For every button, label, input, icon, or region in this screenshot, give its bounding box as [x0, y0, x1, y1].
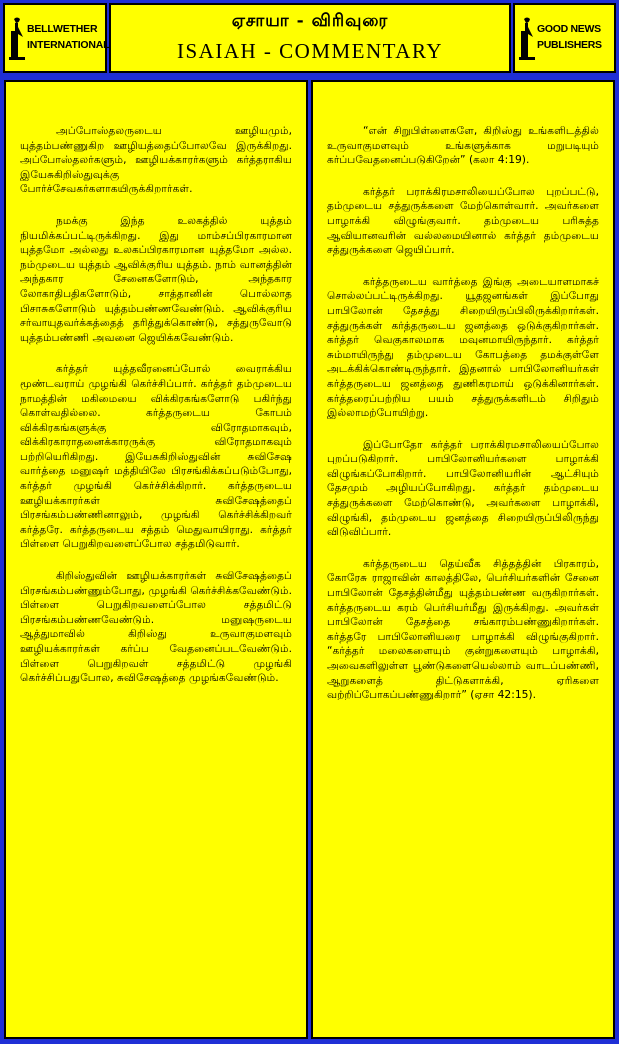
paragraph: இப்போதோ கர்த்தர் பராக்கிரமசாலியைப்போல புறப்படுகிறார். பாபிலோனியர்களை பாழாக்கி விழுங்கப்போகிறார். பாபிலோனியரின் ஆட்சியும் தேசமும் அழியப்போகிறது. கர்த்தர் தம்முடைய சத்துருக்களை மேற்கொண்டு, அவர்களை பாழாக்கி, விழுங்கி, தம்முடைய ஜனத்தை சிறையிருப்பிலிருந்து விடுவிப்பார்.: [327, 437, 599, 539]
good-news-logo: [519, 15, 613, 65]
good-news-logo-box: [513, 3, 616, 73]
logo-line2: PUBLISHERS: [537, 39, 602, 51]
right-column: [311, 80, 615, 1039]
paragraph: கர்த்தருடைய தெய்வீக சித்தத்தின் பிரகாரம், கோரேசு ராஜாவின் காலத்திலே, பெர்சியர்களின் சேனை பாபிலோன் தேசத்தின்மீது யுத்தம்பண்ண வருகிறார்கள். கர்த்தருடைய கரம் பெர்சியர்மீது இருக்கிறது. அவர்கள் பாபிலோன் தேசத்தை சங்காரம்பண்ணுகிறார்கள். கர்த்தரே பாபிலோனியரை பாழாக்கி விழுங்குகிறார். “கர்த்தர் மலைகளையும் குன்றுகளையும் பாழாக்கி, அவைகளிலுள்ள பூண்டுகளையெல்லாம் வாடப்பண்ணி, ஆறுகளைத் திட்டுகளாக்கி, ஏரிகளை வற்றிப்போகப்பண்ணுகிறார்” (ஏசா 42:15).: [327, 556, 599, 702]
logo-line1: GOOD NEWS: [537, 23, 601, 35]
logo-line1: BELLWETHER: [27, 23, 98, 35]
bellwether-logo-box: [3, 3, 110, 73]
title-box: [109, 3, 511, 73]
paragraph: கர்த்தர் யுத்தவீரனைப்போல் வைராக்கிய மூண்டவராய் முழங்கி கெர்ச்சிப்பார். கர்த்தர் தம்முடைய நாமத்தின் மகிமையை விக்கிரகங்களோடு பகிர்ந்து கொள்வதில்லை. கர்த்தருடைய கோபம் விக்கிரகங்களுக்கு விரோதமாகவும், விக்கிரகாராதனைக்காரருக்கு விரோதமாகவும் பற்றியெரிகிறது. இயேசுகிறிஸ்துவின் சுவிசேஷ வார்த்தை மனுஷர் மத்தியிலே பிரசங்கிக்கப்படும்போது, கர்த்தர் முழங்கி கெர்ச்சிக்கிறார். கர்த்தருடைய ஊழியக்காரர்கள் சுவிசேஷத்தைப் பிரசங்கம்பண்ணினாலும், முழங்கி கெர்ச்சிக்கிறவர் கர்த்தரே. கர்த்தருடைய சத்தம் மெதுவாயிராது. கர்த்தர் பிள்ளை பெறுகிறவளைப்போல சத்தமிடுவார்.: [20, 362, 292, 551]
paragraph: கர்த்தர் பராக்கிரமசாலியைப்போல புறப்பட்டு, தம்முடைய சத்துருக்களை மேற்கொள்வார். அவர்களை பாழாக்கி விழுங்குவார். தம்முடைய பரிசுத்த ஆவியானவரின் வல்லமையினால் கர்த்தர் தம்முடைய சத்துருக்களை ஜெயிப்பார்.: [327, 184, 599, 257]
bellwether-logo: [9, 15, 110, 65]
paragraph: அப்போஸ்தலருடைய ஊழியமும், யுத்தம்பண்ணுகிற ஊழியத்தைப்போலவே இருக்கிறது. அப்போஸ்தலர்களும், ஊழியக்காரர்களும் கர்த்தராகிய இயேசுகிறிஸ்துவுக்கு போர்ச்சேவகர்களாகயிருக்கிறார்கள்.: [20, 124, 292, 196]
paragraph: கிறிஸ்துவின் ஊழியக்காரர்கள் சுவிசேஷத்தைப் பிரசங்கம்பண்ணும்போது, முழங்கி கெர்ச்சிக்கவேண்டும். பிள்ளை பெறுகிறவளைப்போல சத்தமிட்டு பிரசங்கம்பண்ணவேண்டும். மனுஷருடைய ஆத்துமாவில் கிறிஸ்து உருவாகுமளவும் ஊழியக்காரர்கள் கர்ப்ப வேதனைப்படவேண்டும். பிள்ளை பெறுகிறவள் சத்தமிட்டு முழங்கி கெர்ச்சிப்பதுபோல, சுவிசேஷத்தை முழங்கவேண்டும்.: [20, 569, 292, 685]
left-column: [4, 80, 308, 1039]
title-tamil: ஏசாயா - விரிவுரை: [231, 11, 389, 31]
title-english: ISAIAH - COMMENTARY: [177, 39, 443, 63]
logo-line2: INTERNATIONAL: [27, 39, 110, 51]
shepherd-silhouette-icon: [9, 17, 25, 61]
paragraph: “என் சிறுபிள்ளைகளே, கிறிஸ்து உங்களிடத்தில் உருவாகுமளவும் உங்களுக்காக மறுபடியும் கர்ப்பவேதனைப்படுகிறேன்” (கலா 4:19).: [327, 124, 599, 167]
paragraph: கர்த்தருடைய வார்த்தை இங்கு அடையாளமாகச் சொல்லப்பட்டிருக்கிறது. யூதஜனங்கள் இப்போது பாபிலோன் தேசத்து சிறையிருப்பிலிருக்கிறார்கள். சத்துருக்கள் கர்த்தருடைய ஜனத்தை ஒடுக்குகிறார்கள். கர்த்தர் வெகுகாலமாக மவுனமாயிருந்தார். கர்த்தர் சும்மாயிருந்து தம்முடைய கோபத்தை தமக்குள்ளே அடக்கிக்கொண்டிருந்தார். இதனால் பாபிலோனியர்கள் கர்த்தருடைய ஜனத்தை துணிகரமாய் ஒடுக்கினார்கள். கர்த்தரைப்பற்றிய பயம் சத்துருக்களிடம் சிறிதும் இல்லாமற்போயிற்று.: [327, 274, 599, 420]
page-header: [3, 3, 616, 77]
paragraph: நமக்கு இந்த உலகத்தில் யுத்தம் நியமிக்கப்பட்டிருக்கிறது. இது மாம்சப்பிரகாரமான யுத்தமோ அல்லது உலகப்பிரகாரமான யுத்தமோ அல்ல. நம்முடைய யுத்தம் ஆவிக்குரிய யுத்தம். நாம் வானத்தின் அந்தகார சேனைகளோடும், அந்தகார லோகாதிபதிகளோடும், சாத்தானின் பொல்லாத பிசாசுகளோடும் யுத்தம்பண்ணவேண்டும். ஆவிக்குரிய சர்வாயுதவர்க்கத்தைத் தரித்துக்கொண்டு, சத்துருவோடு யுத்தம்பண்ணி அவனை ஜெயிக்கவேண்டும்.: [20, 213, 292, 344]
shepherd-silhouette-icon: [519, 17, 535, 61]
